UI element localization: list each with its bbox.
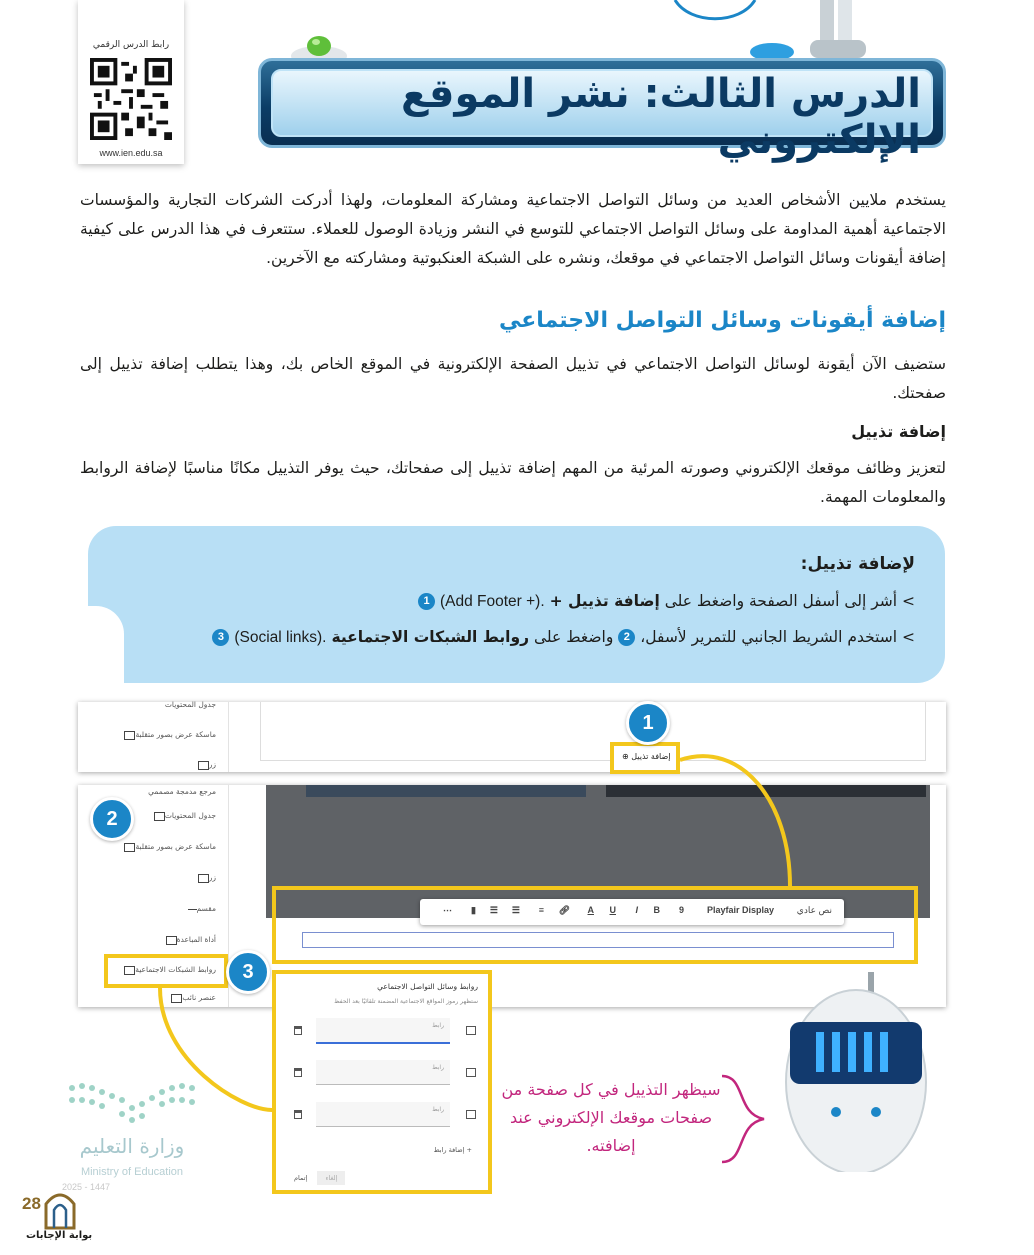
sidebar-item[interactable]: جدول المحتويات bbox=[164, 700, 216, 709]
sidebar-item-social-links[interactable]: روابط الشبكات الاجتماعية bbox=[116, 965, 216, 975]
link-icon[interactable]: 🔗︎ bbox=[558, 905, 570, 915]
badge-3: 3 bbox=[226, 950, 270, 994]
cancel-button[interactable]: إلغاء bbox=[317, 1171, 345, 1185]
delete-icon[interactable] bbox=[294, 1026, 302, 1035]
watermark-logo-icon bbox=[40, 1186, 80, 1230]
intro-paragraph: يستخدم ملايين الأشخاص العديد من وسائل التواصل الاجتماعية ومشاركة المعلومات، ولهذا أدركت الشركات التجارية والمؤسسات الاجتماعية أهمية المداومة على وسائل التواصل الاجتماعي للتوسع في النشر وزيادة الوصول للعملاء. ستتعرف في هذا الدرس على كيفية إضافة أيقونات وسائل التواصل الاجتماعي في موقعك، ونشره على الشبكة العنكبوتية ومشاركته مع الآخرين. bbox=[80, 191, 946, 267]
carousel-icon bbox=[124, 731, 135, 740]
social-links-panel bbox=[272, 970, 492, 1194]
step-2 bbox=[212, 628, 915, 647]
link-field[interactable]: رابط bbox=[316, 1018, 450, 1044]
sidebar-item[interactable]: ماسكة عرض بصور متقلبة bbox=[116, 730, 216, 740]
badge-1: 1 bbox=[626, 701, 670, 745]
panel-buttons bbox=[286, 1174, 345, 1182]
link-field[interactable]: رابط bbox=[316, 1060, 450, 1085]
numbered-list-icon[interactable]: ☰ bbox=[511, 905, 520, 915]
panel-title: روابط وسائل التواصل الاجتماعي bbox=[377, 982, 478, 991]
sidebar-item-spacer[interactable]: أداة المباعدة bbox=[158, 935, 216, 945]
divider-icon bbox=[188, 909, 197, 910]
align-icon[interactable]: ≡ bbox=[538, 905, 544, 915]
size-select[interactable]: 9 bbox=[678, 905, 684, 915]
robot-icon bbox=[776, 972, 936, 1172]
header-image bbox=[606, 785, 926, 797]
step-1 bbox=[418, 592, 915, 611]
qr-url[interactable]: www.ien.edu.sa bbox=[99, 148, 163, 158]
page-number: 28 bbox=[22, 1194, 41, 1213]
bold-button[interactable]: B bbox=[653, 905, 660, 915]
qr-label: رابط الدرس الرقمي bbox=[92, 40, 170, 50]
page-canvas bbox=[260, 702, 926, 761]
trash-icon[interactable]: ▮ bbox=[471, 905, 476, 915]
upload-icon[interactable] bbox=[466, 1110, 476, 1119]
step-2-english: (Social links). bbox=[234, 629, 327, 646]
sidebar-top bbox=[78, 702, 229, 772]
style-select[interactable]: نص عادي bbox=[796, 905, 832, 915]
button-icon bbox=[198, 761, 209, 770]
sidebar-item[interactable]: زر bbox=[190, 760, 216, 770]
ministry-year: 2025 - 1447 bbox=[62, 1182, 111, 1192]
step-2-bold: روابط الشبكات الاجتماعية bbox=[331, 628, 530, 646]
spacer-icon bbox=[166, 936, 177, 945]
ministry-english: Ministry of Education bbox=[80, 1166, 184, 1178]
section-heading: إضافة أيقونات وسائل التواصل الاجتماعي bbox=[498, 308, 946, 333]
upload-icon[interactable] bbox=[466, 1068, 476, 1077]
sidebar-item-button[interactable]: زر bbox=[190, 873, 216, 883]
watermark-text: بوابة الإجابات bbox=[26, 1230, 93, 1241]
ministry-arabic: وزارة التعليم bbox=[79, 1134, 185, 1158]
step-1-bold: إضافة تذييل + bbox=[549, 592, 660, 610]
social-links-highlight bbox=[104, 954, 228, 988]
lesson-title: الدرس الثالث: نشر الموقع الإلكتروني bbox=[400, 71, 921, 163]
qr-code-icon[interactable] bbox=[90, 58, 172, 140]
carousel-icon bbox=[124, 843, 135, 852]
subheading: إضافة تذييل bbox=[851, 422, 946, 441]
upload-icon[interactable] bbox=[466, 1026, 476, 1035]
add-footer-button[interactable]: إضافة تذييل ⊕ bbox=[622, 752, 671, 761]
button-icon bbox=[198, 874, 209, 883]
step-1-english: (Add Footer +). bbox=[439, 593, 545, 610]
step-2-prefix: > استخدم الشريط الجانبي للتمرير لأسفل، bbox=[640, 628, 915, 646]
placeholder-icon bbox=[171, 994, 182, 1003]
badge-2: 2 bbox=[90, 797, 134, 841]
sidebar-item[interactable]: مرجع مدمجة مصممي bbox=[148, 787, 216, 796]
ministry-dots-icon bbox=[66, 1078, 198, 1128]
footer-note: سيظهر التذييل في كل صفحة من صفحات موقعك الإلكتروني عند إضافته. bbox=[501, 1080, 721, 1155]
sidebar-item-divider[interactable]: مقسم bbox=[180, 904, 217, 913]
bullet-list-icon[interactable]: ☰ bbox=[489, 905, 498, 915]
step-1-number: 1 bbox=[418, 593, 435, 610]
italic-button[interactable]: I bbox=[635, 905, 638, 915]
toc-icon bbox=[154, 812, 165, 821]
step-2-number: 2 bbox=[618, 629, 635, 646]
ministry-logo bbox=[62, 1078, 202, 1198]
step-2-mid: واضغط على bbox=[533, 628, 614, 646]
link-field[interactable]: رابط bbox=[316, 1102, 450, 1127]
delete-icon[interactable] bbox=[294, 1068, 302, 1077]
underline-button[interactable]: U bbox=[609, 905, 616, 915]
footer-highlight bbox=[272, 886, 918, 964]
qr-card[interactable] bbox=[78, 0, 184, 164]
steps-box bbox=[88, 526, 945, 683]
sub-paragraph: لتعزيز وظائف موقعك الإلكتروني وصورته المرئية من المهم إضافة تذييل إلى صفحاتك، حيث يوفر التذييل مكانًا مناسبًا لإضافة الروابط والمعلومات المهمة. bbox=[80, 459, 946, 506]
lesson-title-banner bbox=[258, 58, 946, 163]
brace-icon bbox=[716, 1074, 772, 1164]
sidebar-item-toc[interactable]: جدول المحتويات bbox=[146, 811, 216, 821]
header-image bbox=[306, 785, 586, 797]
panel-subtitle: ستظهر رموز المواقع الاجتماعية المضمنة تلقائيًا بعد الحفظ bbox=[334, 998, 478, 1005]
done-button[interactable]: إتمام bbox=[294, 1174, 308, 1182]
sidebar-item-placeholder[interactable]: عنصر نائب bbox=[163, 993, 216, 1003]
editor-screenshot-top bbox=[78, 702, 946, 772]
more-icon[interactable]: ⋯ bbox=[443, 905, 452, 915]
text-color-button[interactable]: A bbox=[587, 905, 594, 915]
delete-icon[interactable] bbox=[294, 1110, 302, 1119]
font-select[interactable]: Playfair Display bbox=[706, 905, 774, 915]
sidebar-item-carousel[interactable]: ماسكة عرض بصور متقلبة bbox=[116, 842, 216, 852]
add-link-button[interactable]: + إضافة رابط bbox=[433, 1146, 472, 1154]
add-footer-highlight bbox=[610, 742, 680, 774]
step-3-number: 3 bbox=[212, 629, 229, 646]
steps-title: لإضافة تذييل: bbox=[800, 554, 915, 574]
section-paragraph: ستضيف الآن أيقونة لوسائل التواصل الاجتماعي في تذييل الصفحة الإلكترونية في الموقع الخاص بك، وهذا يتطلب إضافة تذييل إلى صفحتك. bbox=[80, 355, 946, 402]
step-1-prefix: > أشر إلى أسفل الصفحة واضغط على bbox=[664, 592, 915, 610]
